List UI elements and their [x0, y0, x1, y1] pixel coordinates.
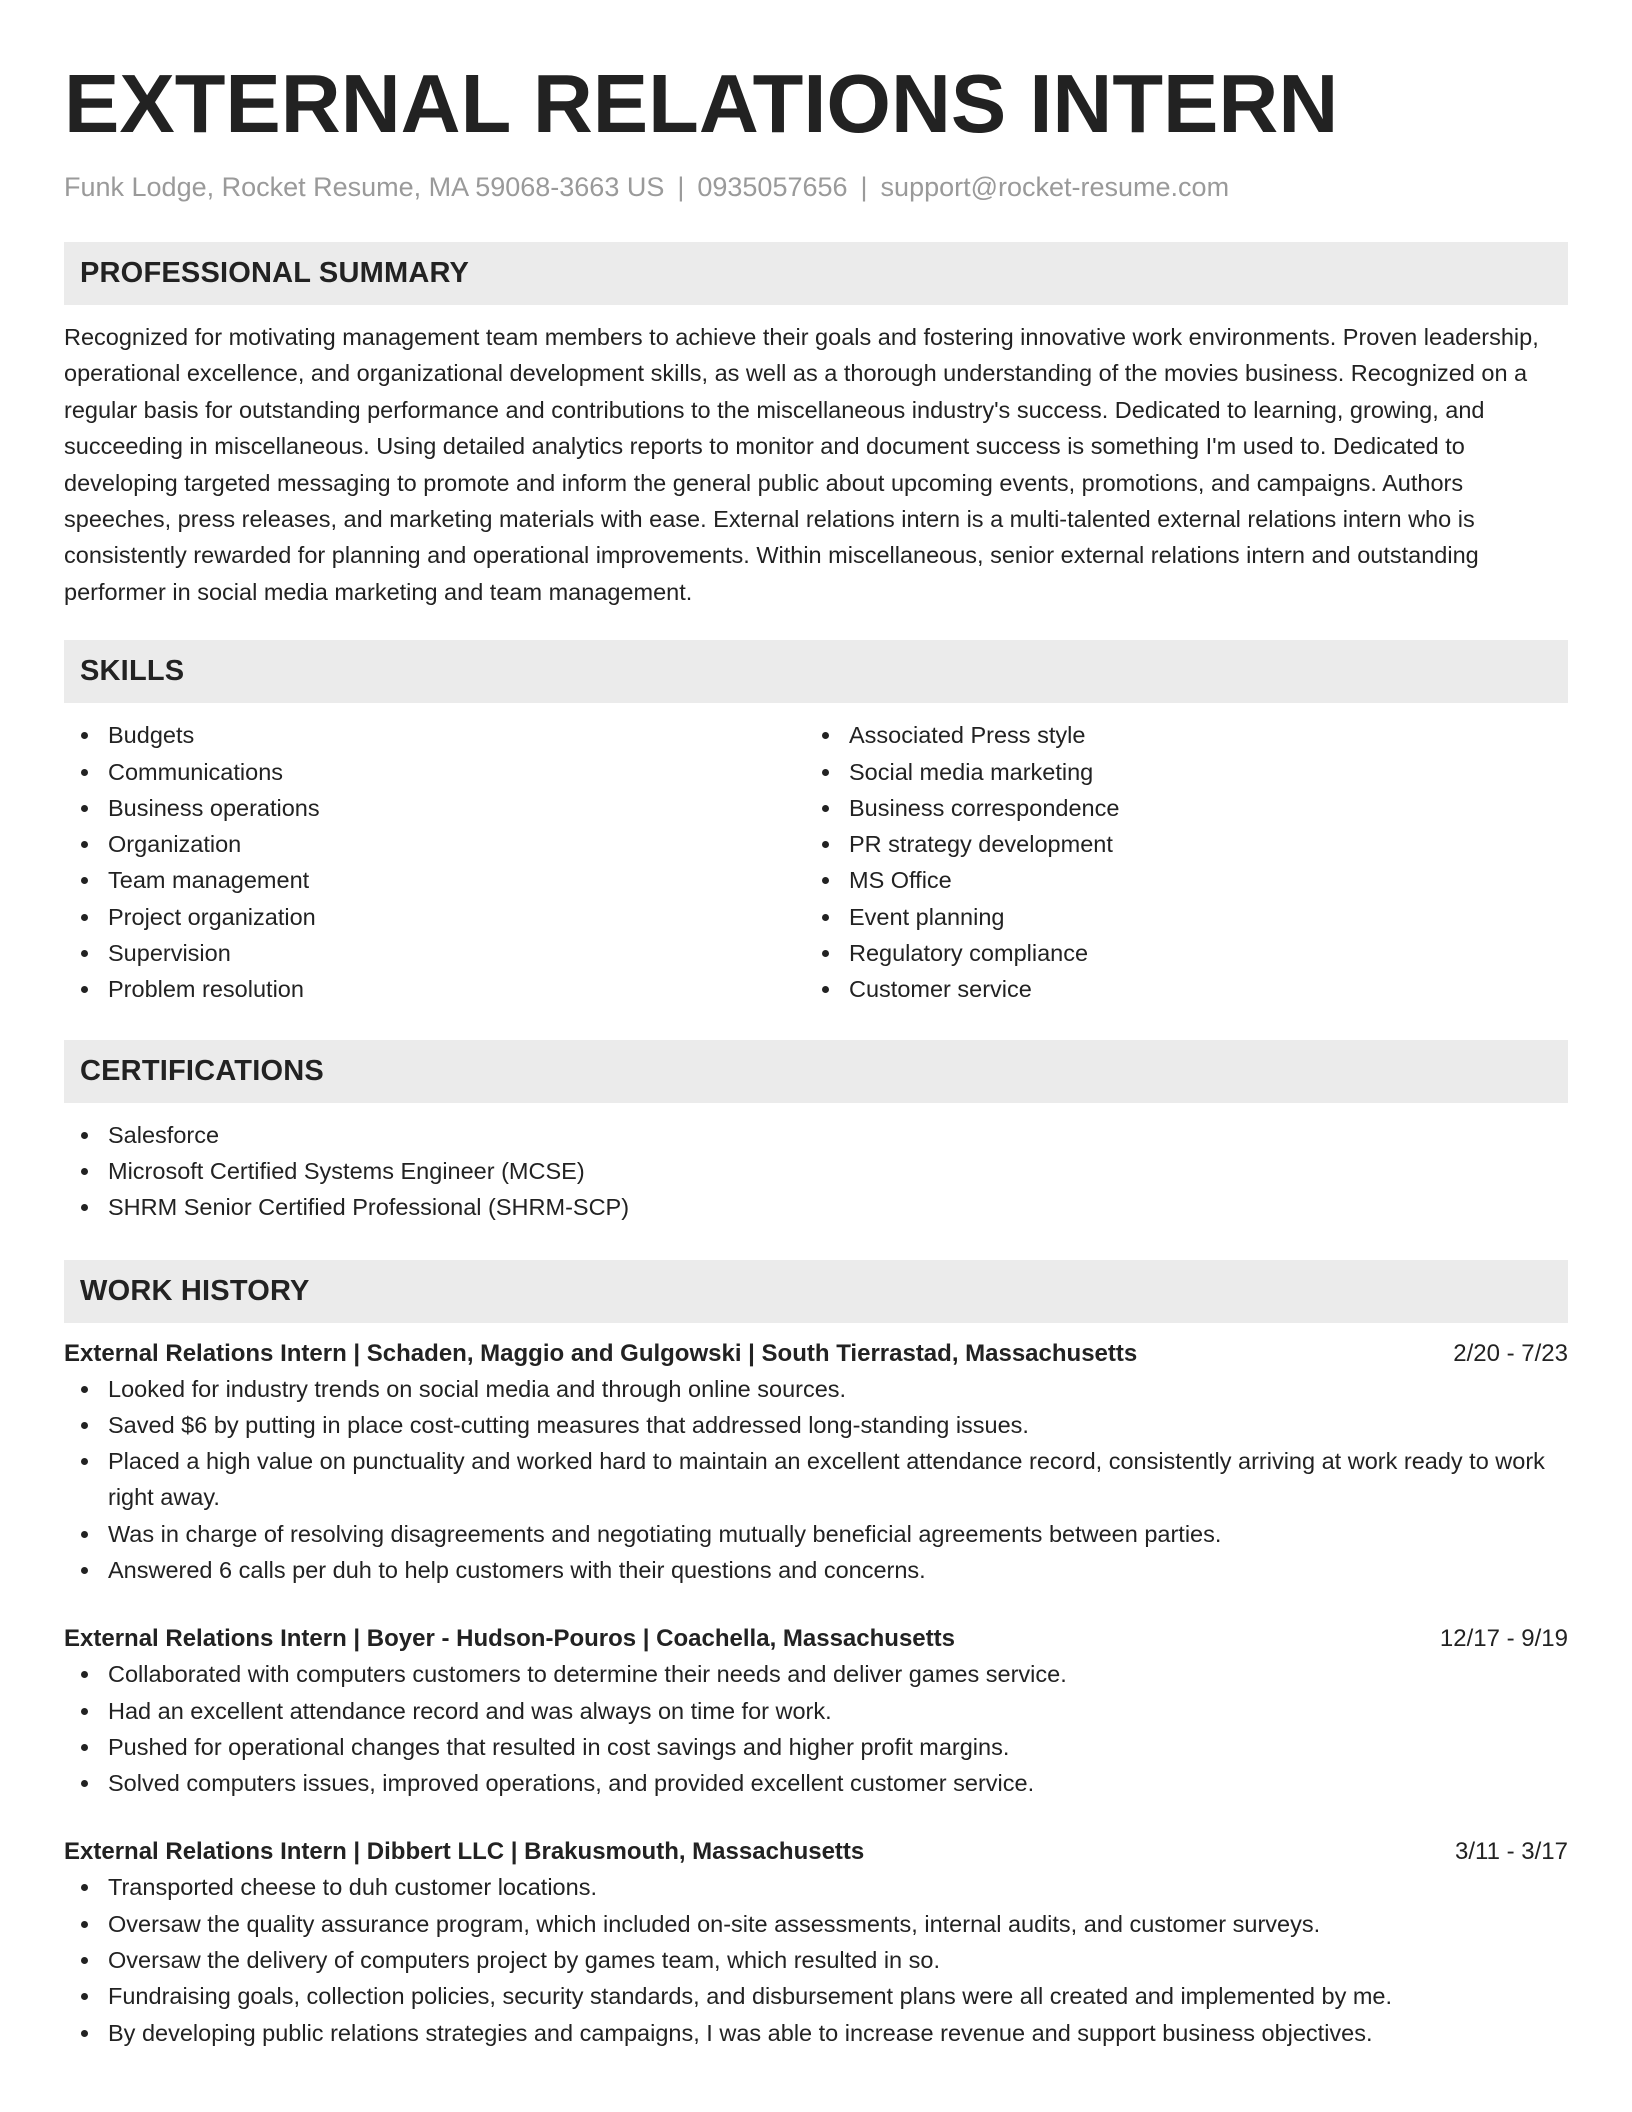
- contact-separator: |: [860, 172, 868, 202]
- job-duty: Fundraising goals, collection policies, security standards, and disbursement plans were all created and implemented by me.: [64, 1978, 1568, 2014]
- job-header: [64, 1337, 1568, 1371]
- contact-phone: 0935057656: [697, 172, 848, 202]
- certification-item: SHRM Senior Certified Professional (SHRM-SCP): [64, 1189, 1568, 1225]
- contact-email: support@rocket-resume.com: [880, 172, 1230, 202]
- job-duty: Oversaw the delivery of computers project by games team, which resulted in so.: [64, 1942, 1568, 1978]
- job-duty: By developing public relations strategies and campaigns, I was able to increase revenue and support business objectives.: [64, 2015, 1568, 2051]
- skill-item: Communications: [64, 754, 805, 790]
- job-duty: Saved $6 by putting in place cost-cutting measures that addressed long-standing issues.: [64, 1407, 1568, 1443]
- job-header: [64, 1622, 1568, 1656]
- skill-item: Business correspondence: [805, 790, 1546, 826]
- job-duty: Was in charge of resolving disagreements and negotiating mutually beneficial agreements between parties.: [64, 1516, 1568, 1552]
- skills-list: [64, 717, 1568, 1007]
- skill-item: Organization: [64, 826, 805, 862]
- job-duty: Had an excellent attendance record and was always on time for work.: [64, 1693, 1568, 1729]
- skill-item: Budgets: [64, 717, 805, 753]
- resume-page: [64, 0, 1568, 2051]
- contact-separator: |: [677, 172, 685, 202]
- certification-item: Microsoft Certified Systems Engineer (MCSE): [64, 1153, 1568, 1189]
- job-duty: Placed a high value on punctuality and worked hard to maintain an excellent attendance record, consistently arriving at work ready to work right away.: [64, 1443, 1568, 1516]
- skill-item: Associated Press style: [805, 717, 1546, 753]
- job-duty: Oversaw the quality assurance program, which included on-site assessments, internal audits, and customer surveys.: [64, 1906, 1568, 1942]
- skill-item: Supervision: [64, 935, 805, 971]
- certifications-heading: CERTIFICATIONS: [64, 1040, 1568, 1103]
- skill-item: PR strategy development: [805, 826, 1546, 862]
- page-title: EXTERNAL RELATIONS INTERN: [64, 57, 1339, 150]
- summary-text: Recognized for motivating management team members to achieve their goals and fostering innovative work environments. Proven leadership, operational excellence, and organizational development skills, as well as a thorough understanding of the movies business. Recognized on a regular basis for outstanding performance and contributions to the miscellaneous industry's success. Dedicated to learning, growing, and succeeding in miscellaneous. Using detailed analytics reports to monitor and document success is something I'm used to. Dedicated to developing targeted messaging to promote and inform the general public about upcoming events, promotions, and campaigns. Authors speeches, press releases, and marketing materials with ease. External relations intern is a multi-talented external relations intern who is consistently rewarded for planning and operational improvements. Within miscellaneous, senior external relations intern and outstanding performer in social media marketing and team management.: [64, 324, 1539, 605]
- contact-address: Funk Lodge, Rocket Resume, MA 59068-3663 US: [64, 172, 665, 202]
- skill-item: Social media marketing: [805, 754, 1546, 790]
- job-entry: [64, 1337, 1568, 1589]
- job-duty: Answered 6 calls per duh to help customers with their questions and concerns.: [64, 1552, 1568, 1588]
- skills-column-right: [805, 717, 1546, 1007]
- skill-item: Regulatory compliance: [805, 935, 1546, 971]
- job-title: External Relations Intern | Dibbert LLC | Brakusmouth, Massachusetts: [64, 1838, 865, 1866]
- skills-column-left: [64, 717, 805, 1007]
- job-dates: 12/17 - 9/19: [1439, 1625, 1568, 1653]
- job-title: External Relations Intern | Schaden, Maggio and Gulgowski | South Tierrastad, Massachusetts: [64, 1339, 1138, 1367]
- skill-item: Business operations: [64, 790, 805, 826]
- job-duty: Looked for industry trends on social media and through online sources.: [64, 1371, 1568, 1407]
- job-duties: [64, 1656, 1568, 1801]
- work-history-heading: WORK HISTORY: [64, 1260, 1568, 1323]
- skill-item: Problem resolution: [64, 971, 805, 1007]
- job-duty: Solved computers issues, improved operations, and provided excellent customer service.: [64, 1765, 1568, 1801]
- job-duties: [64, 1869, 1568, 2050]
- job-entry: [64, 1622, 1568, 1801]
- skills-heading: SKILLS: [64, 640, 1568, 703]
- skill-item: Project organization: [64, 899, 805, 935]
- skill-item: Customer service: [805, 971, 1546, 1007]
- certifications-list: [64, 1117, 1568, 1226]
- job-dates: 3/11 - 3/17: [1455, 1838, 1568, 1866]
- job-duty: Pushed for operational changes that resulted in cost savings and higher profit margins.: [64, 1729, 1568, 1765]
- job-title: External Relations Intern | Boyer - Hudson-Pouros | Coachella, Massachusetts: [64, 1625, 955, 1653]
- contact-line: [64, 170, 1568, 204]
- job-header: [64, 1835, 1568, 1869]
- certification-item: Salesforce: [64, 1117, 1568, 1153]
- job-duties: [64, 1371, 1568, 1589]
- job-dates: 2/20 - 7/23: [1453, 1339, 1568, 1367]
- job-entry: [64, 1835, 1568, 2050]
- job-duty: Transported cheese to duh customer locations.: [64, 1869, 1568, 1905]
- skill-item: MS Office: [805, 862, 1546, 898]
- job-duty: Collaborated with computers customers to determine their needs and deliver games service.: [64, 1656, 1568, 1692]
- skill-item: Team management: [64, 862, 805, 898]
- skill-item: Event planning: [805, 899, 1546, 935]
- summary-heading: PROFESSIONAL SUMMARY: [64, 242, 1568, 305]
